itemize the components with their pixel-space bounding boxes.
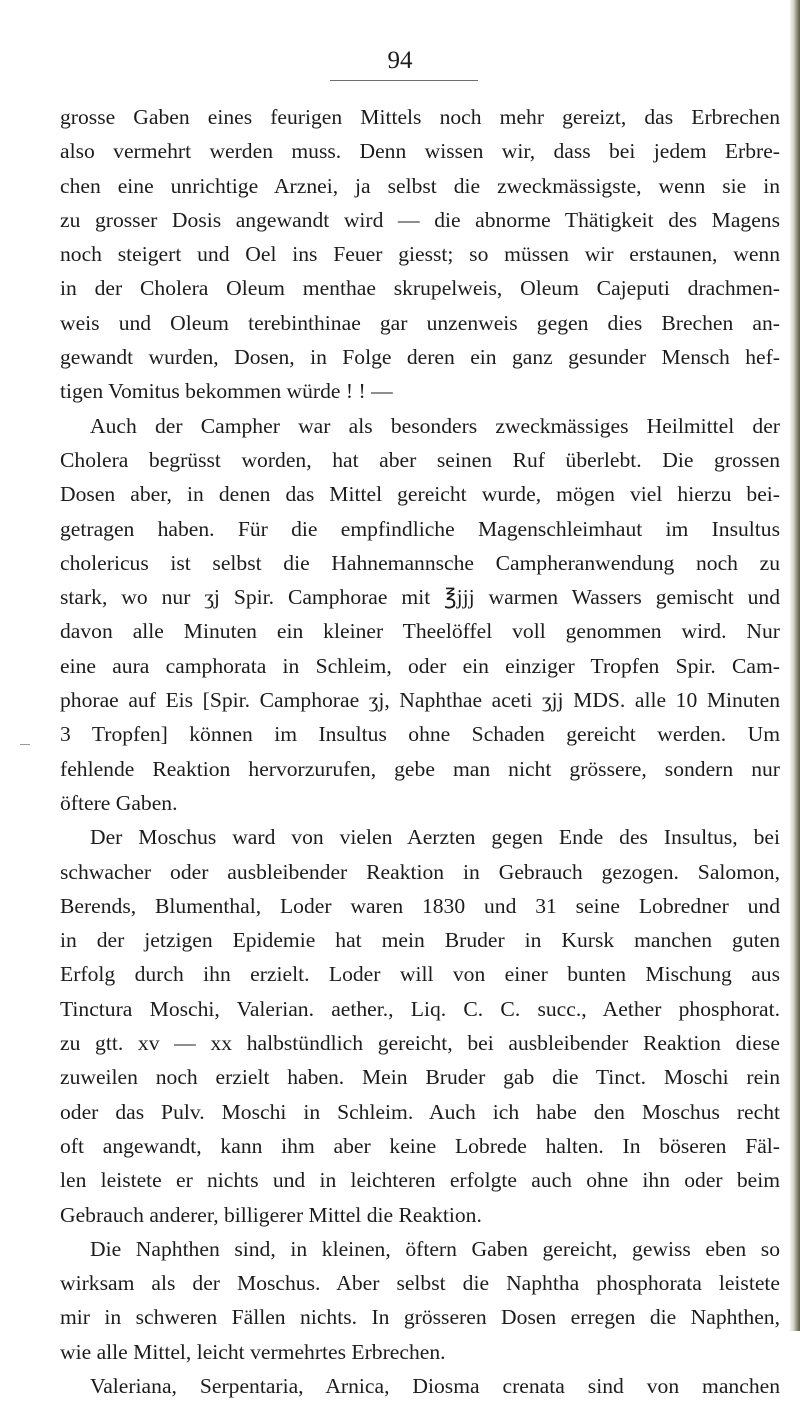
text-line: oder das Pulv. Moschi in Schleim. Auch ich habe den Moschus recht: [60, 1099, 780, 1124]
text-line: Berends, Blumenthal, Loder waren 1830 und 31 seine Lobredner und: [60, 893, 780, 918]
text-line: stark, wo nur ʒj Spir. Camphorae mit ℥jjj warmen Wassers gemischt und: [60, 585, 780, 610]
text-line: grosse Gaben eines feurigen Mittels noch mehr gereizt, das Erbrechen: [60, 105, 780, 129]
text-line: zuweilen noch erzielt haben. Mein Bruder gab die Tinct. Moschi rein: [60, 1065, 780, 1090]
margin-mark: [20, 744, 30, 745]
text-line: öftere Gaben.: [60, 790, 178, 815]
text-line: oft angewandt, kann ihm aber keine Lobrede halten. In böseren Fäl-: [60, 1133, 780, 1158]
text-line: Der Moschus ward von vielen Aerzten gegen Ende des Insultus, bei: [90, 825, 780, 850]
text-line: phorae auf Eis [Spir. Camphorae ʒj, Naphthae aceti ʒjj MDS. alle 10 Minuten: [60, 688, 780, 713]
text-line: noch steigert und Oel ins Feuer giesst; so müssen wir erstaunen, wenn: [60, 242, 780, 267]
text-line: len leistete er nichts und in leichteren erfolgte auch ohne ihn oder beim: [60, 1168, 780, 1193]
text-line: in der Cholera Oleum menthae skrupelweis, Oleum Cajeputi drachmen-: [60, 276, 780, 301]
page-number: 94: [387, 47, 413, 74]
text-line: eine aura camphorata in Schleim, oder ein einziger Tropfen Spir. Cam-: [60, 653, 780, 678]
text-line: Valeriana, Serpentaria, Arnica, Diosma crenata sind von manchen: [90, 1373, 780, 1398]
text-line: zu grosser Dosis angewandt wird — die abnorme Thätigkeit des Magens: [60, 207, 780, 232]
text-line: also vermehrt werden muss. Denn wissen wir, dass bei jedem Erbre-: [60, 139, 780, 164]
text-line: davon alle Minuten ein kleiner Theelöffel voll genommen wird. Nur: [60, 619, 780, 644]
text-line: getragen haben. Für die empfindliche Magenschleimhaut im Insultus: [60, 516, 780, 541]
text-line: Erfolg durch ihn erzielt. Loder will von einer bunten Mischung aus: [60, 962, 780, 987]
text-line: gewandt wurden, Dosen, in Folge deren ein ganz gesunder Mensch hef-: [60, 345, 780, 370]
text-line: wirksam als der Moschus. Aber selbst die Naphtha phosphorata leistete: [60, 1271, 780, 1296]
text-line: Gebrauch anderer, billigerer Mittel die Reaktion.: [60, 1202, 482, 1227]
text-line: schwacher oder ausbleibender Reaktion in Gebrauch gezogen. Salomon,: [60, 859, 780, 884]
text-line: tigen Vomitus bekommen würde ! ! —: [60, 379, 393, 404]
text-line: Tinctura Moschi, Valerian. aether., Liq. C. C. succ., Aether phosphorat.: [60, 996, 780, 1021]
text-line: Die Naphthen sind, in kleinen, öftern Gaben gereicht, gewiss eben so: [90, 1236, 780, 1261]
text-line: Auch der Campher war als besonders zweckmässiges Heilmittel der: [90, 413, 780, 438]
page-number-rule: [330, 80, 478, 81]
page-edge: [790, 0, 800, 1331]
text-line: in der jetzigen Epidemie hat mein Bruder in Kursk manchen guten: [60, 928, 780, 953]
text-line: mir in schweren Fällen nichts. In grösseren Dosen erregen die Naphthen,: [60, 1305, 780, 1330]
text-line: Dosen aber, in denen das Mittel gereicht wurde, mögen viel hierzu bei-: [60, 482, 780, 507]
text-line: 3 Tropfen] können im Insultus ohne Schaden gereicht werden. Um: [60, 722, 780, 747]
text-line: wie alle Mittel, leicht vermehrtes Erbrechen.: [60, 1339, 446, 1364]
text-line: chen eine unrichtige Arznei, ja selbst die zweckmässigste, wenn sie in: [60, 173, 780, 198]
text-line: Cholera begrüsst worden, hat aber seinen Ruf überlebt. Die grossen: [60, 447, 780, 472]
text-line: weis und Oleum terebinthinae gar unzenweis gegen dies Brechen an-: [60, 310, 780, 335]
text-line: fehlende Reaktion hervorzurufen, gebe man nicht grössere, sondern nur: [60, 756, 780, 781]
text-line: cholericus ist selbst die Hahnemannsche Campheranwendung noch zu: [60, 550, 780, 575]
body-text: [60, 100, 780, 1403]
text-line: zu gtt. xv — xx halbstündlich gereicht, bei ausbleibender Reaktion diese: [60, 1031, 780, 1056]
